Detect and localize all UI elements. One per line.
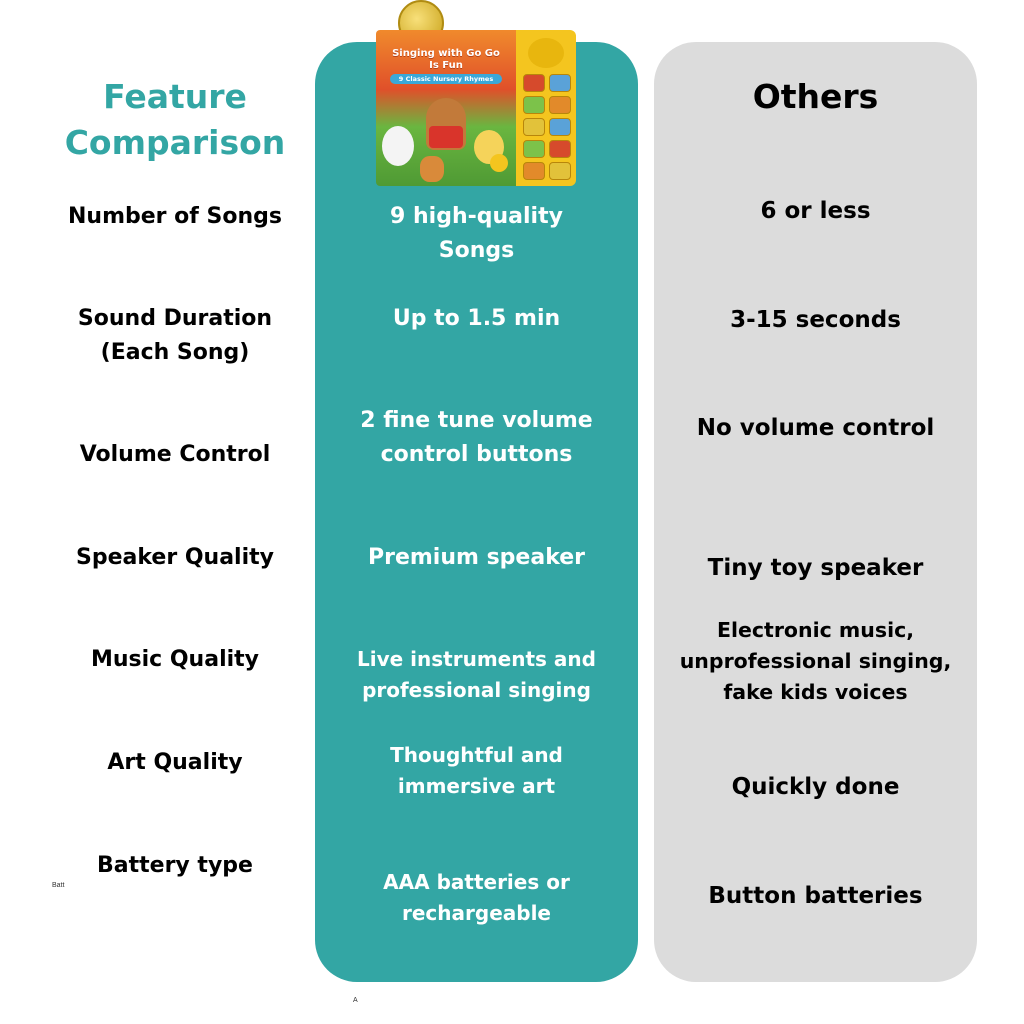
feature-label-volume-control: Volume Control [79,442,271,467]
feature-label-number-of-songs: Number of Songs [68,204,282,229]
egg-character-illustration [382,126,414,166]
others-value-number-of-songs: 6 or less [760,198,871,224]
sound-button [523,74,545,92]
product-value-speaker-quality: Premium speaker [367,545,586,570]
others-value-art-quality: Quickly done [731,774,900,800]
sound-button [549,162,571,180]
book-subtitle: 9 Classic Nursery Rhymes [390,74,502,84]
others-value-music-quality: Electronic music, unprofessional singing, fake kids voices [679,618,952,704]
sound-button [549,74,571,92]
product-value-volume-control: 2 fine tune volume control buttons [360,408,593,467]
product-book-image [376,30,576,186]
others-value-volume-control: No volume control [696,415,935,441]
sound-button [549,140,571,158]
feature-label-speaker-quality: Speaker Quality [76,545,274,570]
feature-label-sound-duration: Sound Duration (Each Song) [77,306,273,365]
book-cover [376,30,516,186]
product-value-sound-duration: Up to 1.5 min [392,306,561,331]
others-value-speaker-quality: Tiny toy speaker [707,555,924,581]
product-value-music-quality: Live instruments and professional singing [357,647,596,702]
book-title: Singing with Go Go Is Fun [392,48,500,71]
others-column [654,42,977,982]
others-value-sound-duration: 3-15 seconds [730,307,901,333]
product-value-battery-type: AAA batteries or rechargeable [383,870,570,925]
sound-button [549,118,571,136]
feature-label-art-quality: Art Quality [107,750,243,775]
others-value-battery-type: Button batteries [708,883,923,909]
feature-label-battery-type: Battery type [97,853,253,878]
stray-text: A [353,997,358,1004]
product-value-art-quality: Thoughtful and immersive art [390,743,563,798]
sound-button [549,96,571,114]
sound-button [523,140,545,158]
stray-text: Batt [52,882,65,889]
sound-button [523,162,545,180]
feature-comparison-heading: Feature Comparison [64,77,286,162]
speaker-icon [528,38,564,68]
product-value-number-of-songs: 9 high-quality Songs [390,204,563,263]
gingerbread-illustration [420,156,444,182]
others-title: Others [752,77,879,116]
sound-button [523,118,545,136]
volume-icon [490,154,508,172]
sound-button [523,96,545,114]
feature-label-music-quality: Music Quality [90,647,260,672]
